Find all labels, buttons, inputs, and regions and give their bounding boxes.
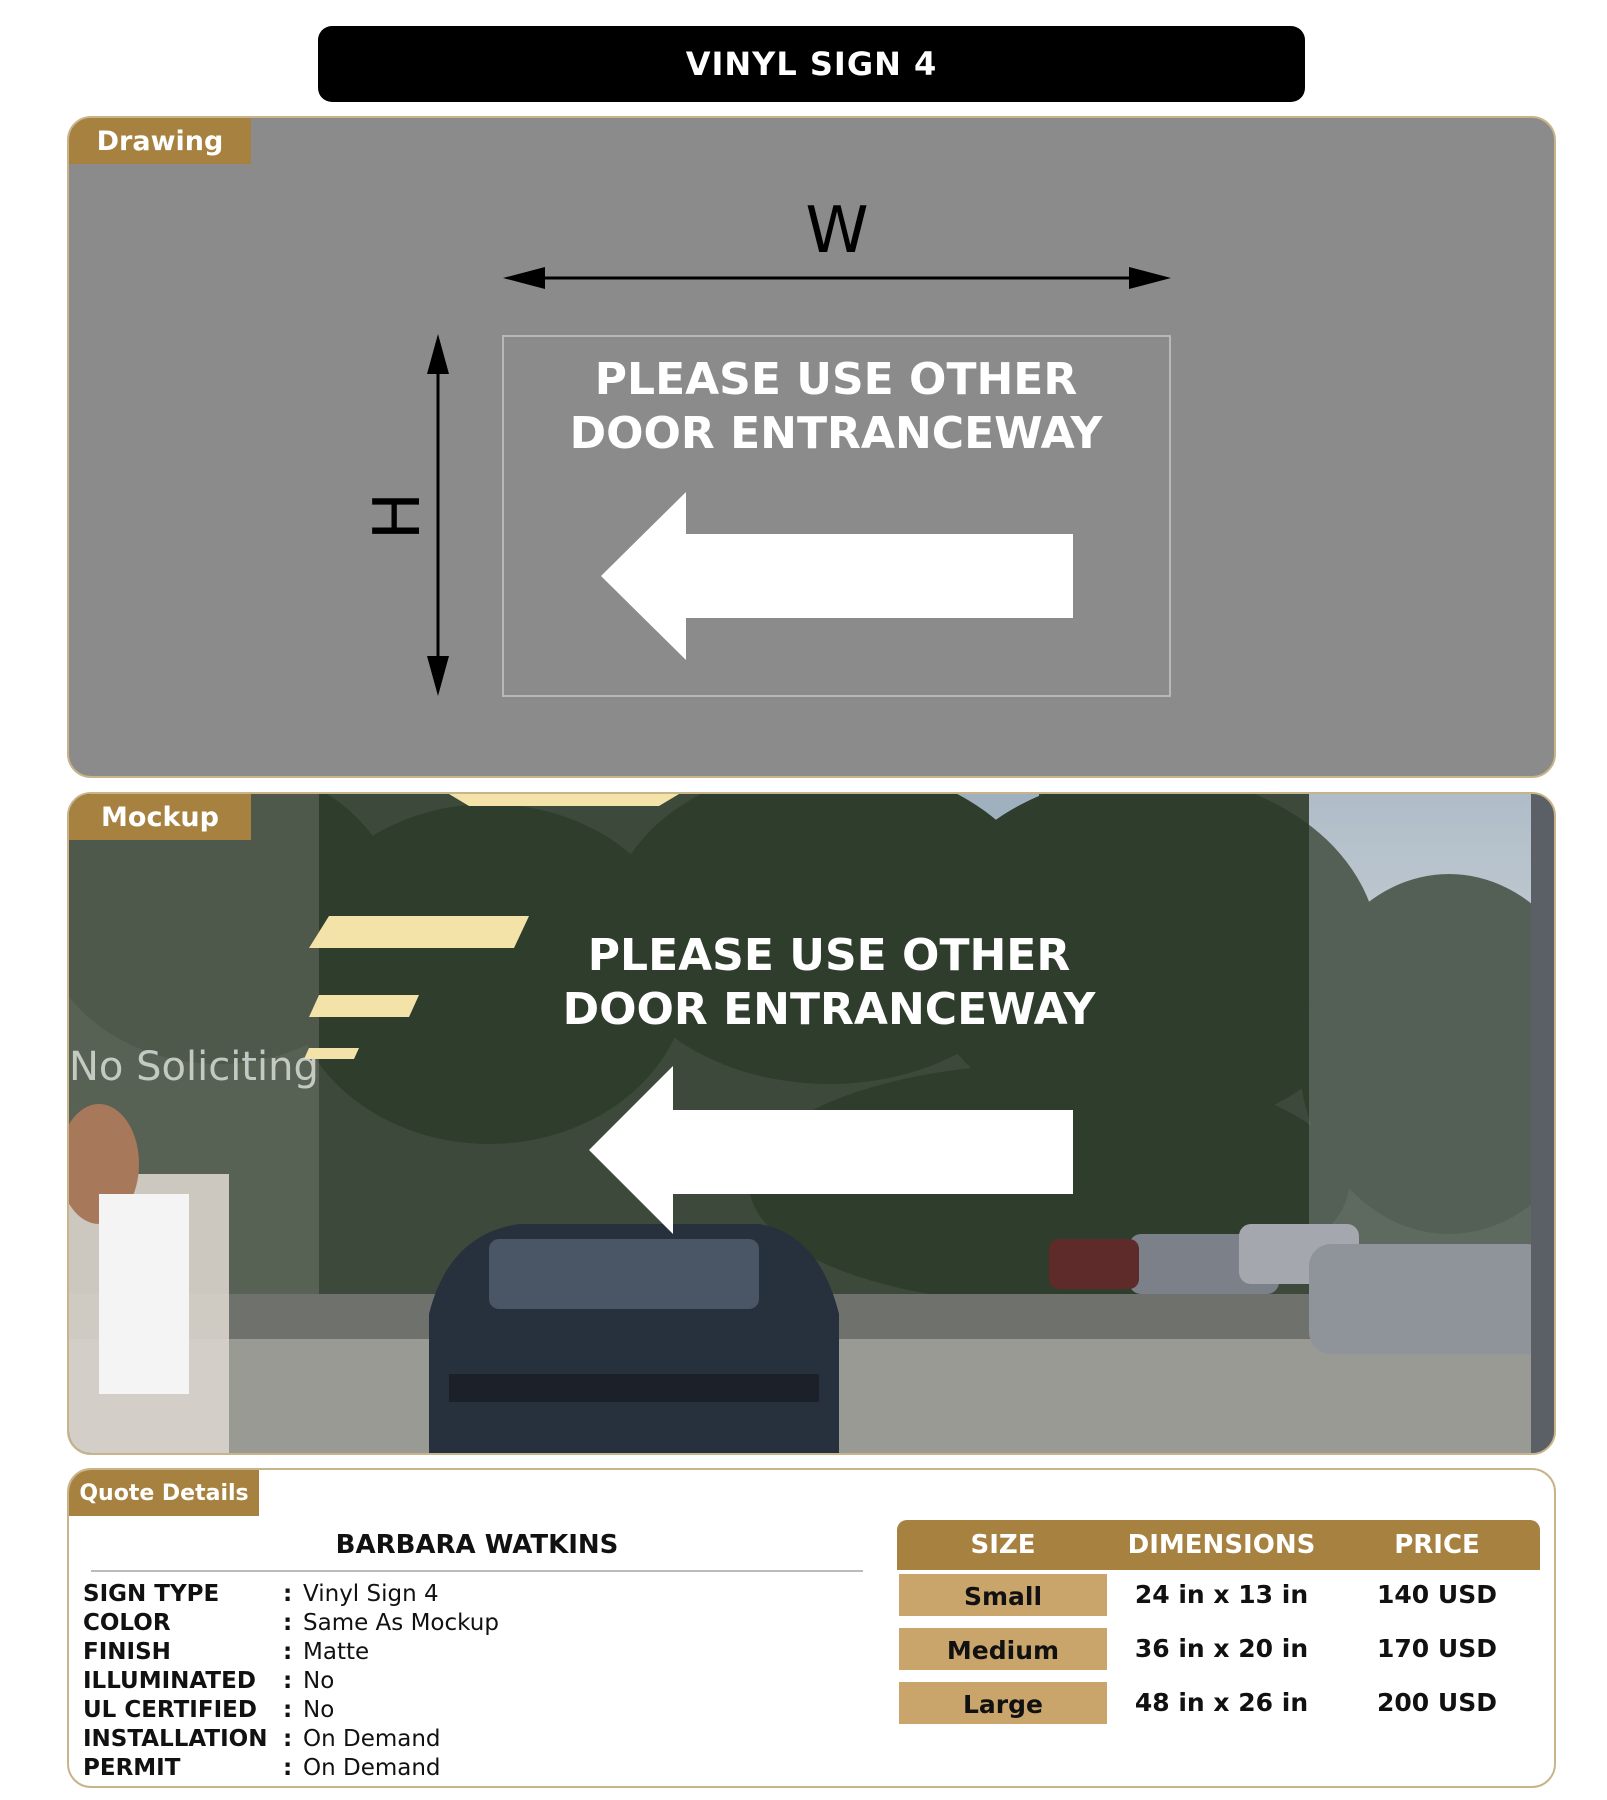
price-cell: 170 USD: [1377, 1634, 1497, 1663]
size-cell: Large: [897, 1680, 1109, 1726]
reflection-text: No Soliciting: [69, 1044, 319, 1090]
spec-row: [83, 1609, 843, 1638]
spec-row: [83, 1580, 843, 1609]
customer-name: BARBARA WATKINS: [91, 1530, 863, 1572]
dimensions-cell: 24 in x 13 in: [1134, 1580, 1309, 1609]
header-size: SIZE: [970, 1530, 1036, 1560]
window-frame: [1531, 794, 1556, 1455]
sign-text-line2: DOOR ENTRANCEWAY: [569, 408, 1103, 459]
spec-value: No: [303, 1697, 335, 1723]
spec-colon: :: [283, 1755, 293, 1781]
spec-value: Same As Mockup: [303, 1610, 499, 1636]
quote-details-tag: Quote Details: [69, 1470, 259, 1516]
spec-value: No: [303, 1668, 335, 1694]
sign-text-line1: PLEASE USE OTHER: [594, 354, 1078, 405]
mockup-tag: Mockup: [69, 794, 251, 840]
width-dimension-arrow: [503, 267, 1171, 289]
header-dimensions: DIMENSIONS: [1127, 1530, 1316, 1560]
spec-colon: :: [283, 1639, 293, 1665]
spec-value: Vinyl Sign 4: [303, 1581, 439, 1607]
spec-row: [83, 1725, 843, 1754]
width-label: W: [805, 194, 869, 268]
spec-label: COLOR: [83, 1610, 171, 1636]
spec-row: [83, 1754, 843, 1783]
left-arrow-icon: [601, 492, 1073, 660]
spec-colon: :: [283, 1581, 293, 1607]
spec-colon: :: [283, 1610, 293, 1636]
spec-value: On Demand: [303, 1755, 441, 1781]
spec-value: Matte: [303, 1639, 370, 1665]
dark-car: [429, 1224, 839, 1455]
drawing-panel: [67, 116, 1556, 778]
size-cell: Small: [897, 1572, 1109, 1618]
spec-label: PERMIT: [83, 1755, 181, 1781]
spec-colon: :: [283, 1668, 293, 1694]
quote-details-panel: [67, 1468, 1556, 1788]
spec-value: On Demand: [303, 1726, 441, 1752]
height-label: H: [361, 491, 435, 541]
page-title: VINYL SIGN 4: [318, 26, 1305, 102]
spec-label: INSTALLATION: [83, 1726, 268, 1752]
spec-label: ILLUMINATED: [83, 1668, 256, 1694]
mockup-panel: [67, 792, 1556, 1455]
spec-row: [83, 1638, 843, 1667]
drawing-tag: Drawing: [69, 118, 251, 164]
dimensions-cell: 36 in x 20 in: [1134, 1634, 1309, 1663]
spec-row: [83, 1667, 843, 1696]
mockup-sign-text-line2: DOOR ENTRANCEWAY: [562, 984, 1096, 1035]
spec-colon: :: [283, 1697, 293, 1723]
sign-drawing: [69, 118, 1556, 778]
dimensions-cell: 48 in x 26 in: [1134, 1688, 1309, 1717]
spec-row: [83, 1696, 843, 1725]
spec-colon: :: [283, 1726, 293, 1752]
price-cell: 140 USD: [1377, 1580, 1497, 1609]
spec-label: FINISH: [83, 1639, 171, 1665]
price-table-header: [897, 1520, 1540, 1570]
header-price: PRICE: [1394, 1530, 1480, 1560]
size-cell: Medium: [897, 1626, 1109, 1672]
mockup-sign-text-line1: PLEASE USE OTHER: [587, 930, 1071, 981]
mockup-photo: [69, 794, 1556, 1455]
spec-label: SIGN TYPE: [83, 1581, 220, 1607]
price-cell: 200 USD: [1377, 1688, 1497, 1717]
spec-label: UL CERTIFIED: [83, 1697, 257, 1723]
